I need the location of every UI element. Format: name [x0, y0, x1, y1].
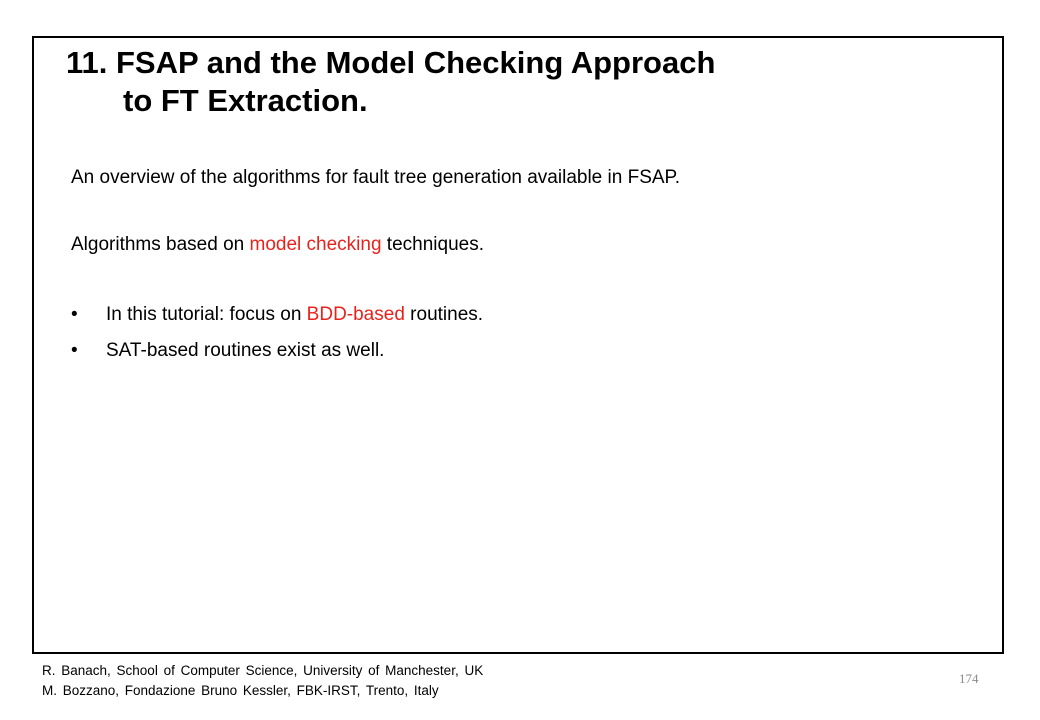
- footer-author-2: M. Bozzano, Fondazione Bruno Kessler, FBK-IRST, Trento, Italy: [42, 683, 439, 698]
- slide-footer: [42, 661, 483, 701]
- slide-title-line2: to FT Extraction.: [123, 83, 368, 118]
- slide-title: [66, 44, 715, 120]
- algorithms-text-after: techniques.: [381, 234, 484, 255]
- model-checking-highlight: model checking: [249, 234, 382, 255]
- page-number: 174: [959, 671, 979, 686]
- bullet-sat-text: SAT-based routines exist as well.: [106, 340, 385, 361]
- bullet-marker: •: [71, 304, 78, 325]
- bullet-bdd-after: routines.: [404, 304, 484, 325]
- bullet-bdd-before: In this tutorial: focus on: [106, 304, 307, 325]
- bullet-marker: •: [71, 340, 78, 361]
- algorithms-text-before: Algorithms based on: [71, 234, 250, 255]
- bullet-item-sat: [71, 340, 483, 362]
- footer-author-1: R. Banach, School of Computer Science, University of Manchester, UK: [42, 663, 484, 678]
- algorithms-paragraph: [71, 234, 484, 256]
- bullet-item-bdd: [71, 304, 483, 326]
- bullet-list: [71, 304, 483, 376]
- slide-title-line1: 11. FSAP and the Model Checking Approach: [66, 45, 716, 80]
- bdd-based-highlight: BDD-based: [306, 304, 405, 325]
- intro-paragraph: An overview of the algorithms for fault tree generation available in FSAP.: [71, 167, 681, 188]
